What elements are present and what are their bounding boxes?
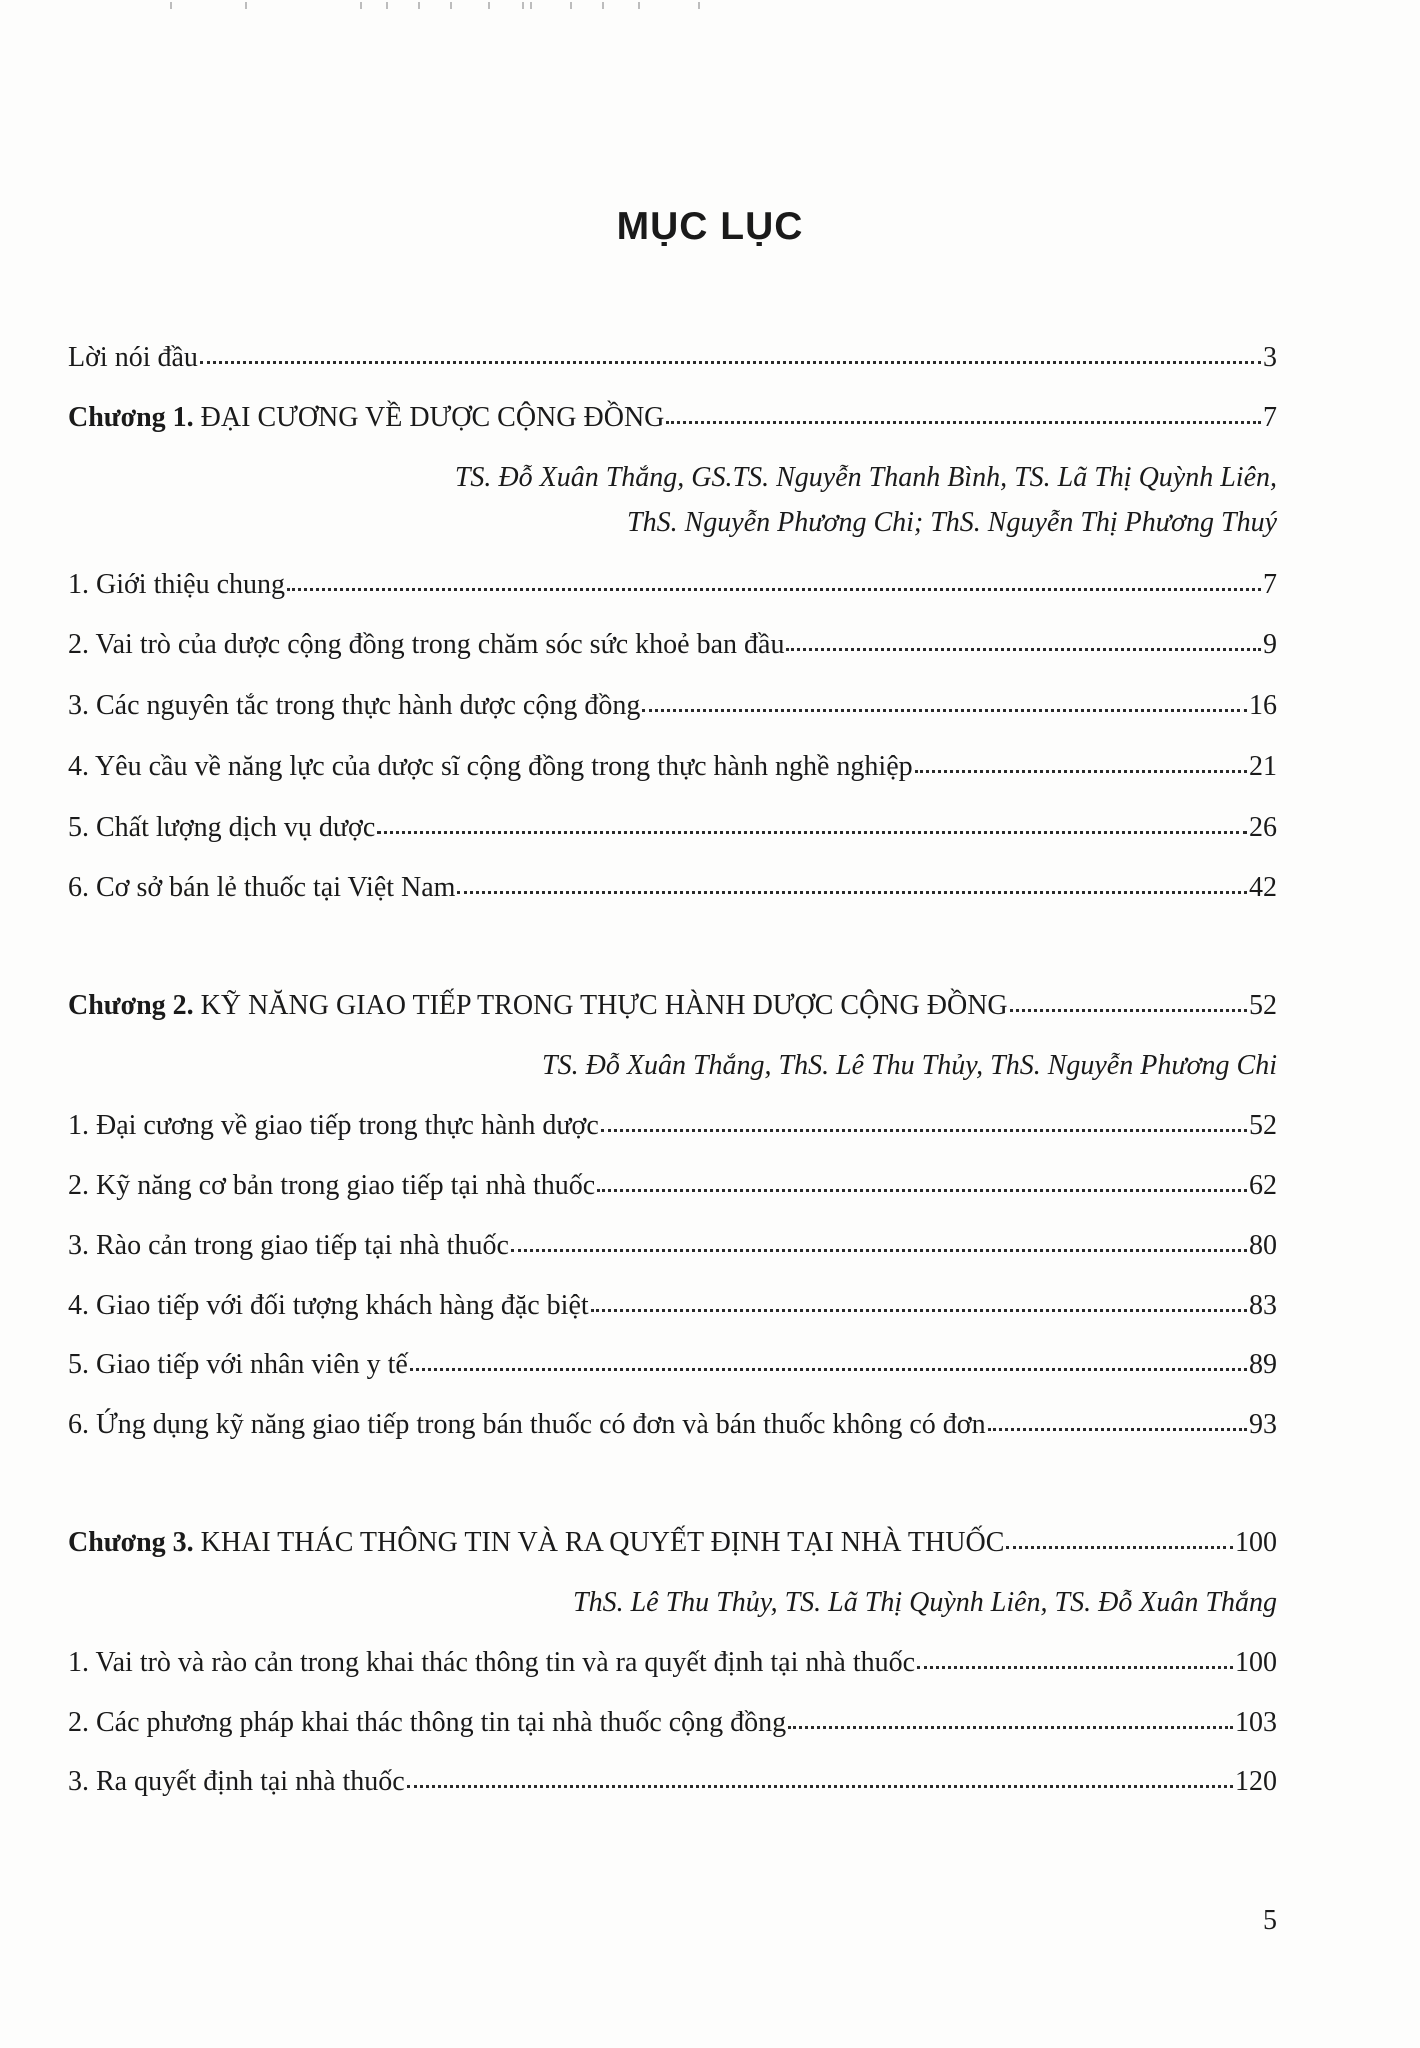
dot-leader bbox=[915, 747, 1247, 775]
chapter-title: KHAI THÁC THÔNG TIN VÀ RA QUYẾT ĐỊNH TẠI NHÀ THUỐC bbox=[200, 1527, 1005, 1558]
toc-section-label: 2. Kỹ năng cơ bản trong giao tiếp tại nhà thuốc bbox=[68, 1170, 596, 1201]
scan-artifact bbox=[150, 0, 710, 10]
dot-leader bbox=[666, 398, 1261, 426]
toc-page-number: 9 bbox=[1263, 629, 1277, 660]
toc-entry-preface[interactable] bbox=[68, 338, 1277, 378]
dot-leader bbox=[786, 625, 1261, 653]
toc-section-label: 4. Giao tiếp với đối tượng khách hàng đặc biệt bbox=[68, 1290, 589, 1321]
dot-leader bbox=[788, 1703, 1233, 1731]
dot-leader bbox=[410, 1345, 1247, 1373]
chapter-authors: ThS. Lê Thu Thủy, TS. Lã Thị Quỳnh Liên, TS. Đỗ Xuân Thắng bbox=[573, 1587, 1277, 1618]
toc-section-label: 2. Vai trò của dược cộng đồng trong chăm sóc sức khoẻ ban đầu bbox=[68, 629, 785, 660]
toc-section[interactable] bbox=[68, 1703, 1277, 1743]
toc-page-number: 83 bbox=[1249, 1290, 1277, 1321]
toc-page-number: 42 bbox=[1249, 872, 1277, 903]
toc-page-number: 7 bbox=[1263, 402, 1277, 433]
toc-page-number: 21 bbox=[1249, 751, 1277, 782]
toc-page-number: 93 bbox=[1249, 1409, 1277, 1440]
dot-leader bbox=[642, 686, 1247, 714]
toc-section[interactable] bbox=[68, 565, 1277, 605]
toc-section-label: 3. Ra quyết định tại nhà thuốc bbox=[68, 1766, 405, 1797]
toc-page-number: 16 bbox=[1249, 690, 1277, 721]
toc-section[interactable] bbox=[68, 1106, 1277, 1146]
page-title: MỤC LỤC bbox=[616, 205, 804, 248]
chapter-authors: ThS. Nguyễn Phương Chi; ThS. Nguyễn Thị Phương Thuý bbox=[627, 507, 1277, 538]
toc-section[interactable] bbox=[68, 1762, 1277, 1802]
dot-leader bbox=[1010, 986, 1247, 1014]
toc-page-number: 120 bbox=[1235, 1766, 1277, 1797]
toc-section[interactable] bbox=[68, 868, 1277, 908]
chapter-heading bbox=[68, 986, 1008, 1026]
toc-section[interactable] bbox=[68, 1226, 1277, 1266]
dot-leader bbox=[1006, 1523, 1233, 1551]
chapter-title: KỸ NĂNG GIAO TIẾP TRONG THỰC HÀNH DƯỢC CỘNG ĐỒNG bbox=[200, 990, 1008, 1021]
toc-page-number: 62 bbox=[1249, 1170, 1277, 1201]
dot-leader bbox=[591, 1286, 1247, 1314]
chapter-prefix: Chương 1. bbox=[68, 402, 194, 433]
dot-leader bbox=[511, 1226, 1247, 1254]
toc-page-number: 80 bbox=[1249, 1230, 1277, 1261]
toc-section-label: 6. Cơ sở bán lẻ thuốc tại Việt Nam bbox=[68, 872, 456, 903]
toc-page-number: 103 bbox=[1235, 1707, 1277, 1738]
toc-page-number: 52 bbox=[1249, 1110, 1277, 1141]
toc-section[interactable] bbox=[68, 1643, 1277, 1683]
toc-section-label: 3. Các nguyên tắc trong thực hành dược cộng đồng bbox=[68, 690, 641, 721]
toc-chapter-2[interactable] bbox=[68, 986, 1277, 1026]
toc-section-label: 6. Ứng dụng kỹ năng giao tiếp trong bán thuốc có đơn và bán thuốc không có đơn bbox=[68, 1409, 986, 1440]
toc-page-number: 7 bbox=[1263, 569, 1277, 600]
chapter-title: ĐẠI CƯƠNG VỀ DƯỢC CỘNG ĐỒNG bbox=[200, 402, 665, 433]
toc-section-label: 5. Chất lượng dịch vụ dược bbox=[68, 812, 376, 843]
toc-page-number: 100 bbox=[1235, 1647, 1277, 1678]
dot-leader bbox=[988, 1405, 1247, 1433]
toc-page-number: 100 bbox=[1235, 1527, 1277, 1558]
toc-section-label: 3. Rào cản trong giao tiếp tại nhà thuốc bbox=[68, 1230, 509, 1261]
toc-section[interactable] bbox=[68, 1345, 1277, 1385]
toc-section[interactable] bbox=[68, 1286, 1277, 1326]
toc-page-number: 89 bbox=[1249, 1349, 1277, 1380]
toc-page-number: 3 bbox=[1263, 342, 1277, 373]
toc-section[interactable] bbox=[68, 625, 1277, 665]
dot-leader bbox=[601, 1106, 1247, 1134]
toc-page-number: 52 bbox=[1249, 990, 1277, 1021]
toc-page-number: 26 bbox=[1249, 812, 1277, 843]
chapter-authors: TS. Đỗ Xuân Thắng, ThS. Lê Thu Thủy, ThS. Nguyễn Phương Chi bbox=[542, 1050, 1277, 1081]
toc-section[interactable] bbox=[68, 747, 1277, 787]
chapter-authors: TS. Đỗ Xuân Thắng, GS.TS. Nguyễn Thanh Bình, TS. Lã Thị Quỳnh Liên, bbox=[454, 462, 1277, 493]
dot-leader bbox=[597, 1166, 1247, 1194]
chapter-prefix: Chương 2. bbox=[68, 990, 194, 1021]
toc-section-label: 1. Giới thiệu chung bbox=[68, 569, 285, 600]
toc-chapter-1[interactable] bbox=[68, 398, 1277, 438]
toc-section[interactable] bbox=[68, 1405, 1277, 1445]
chapter-prefix: Chương 3. bbox=[68, 1527, 194, 1558]
dot-leader bbox=[917, 1643, 1233, 1671]
dot-leader bbox=[377, 808, 1247, 836]
chapter-heading bbox=[68, 398, 664, 438]
toc-entry-label: Lời nói đầu bbox=[68, 342, 198, 373]
toc-section[interactable] bbox=[68, 808, 1277, 848]
toc-section-label: 1. Đại cương về giao tiếp trong thực hành dược bbox=[68, 1110, 599, 1141]
dot-leader bbox=[407, 1762, 1233, 1790]
dot-leader bbox=[457, 868, 1247, 896]
toc-section[interactable] bbox=[68, 1166, 1277, 1206]
toc-section[interactable] bbox=[68, 686, 1277, 726]
toc-section-label: 1. Vai trò và rào cản trong khai thác thông tin và ra quyết định tại nhà thuốc bbox=[68, 1647, 916, 1678]
toc-section-label: 5. Giao tiếp với nhân viên y tế bbox=[68, 1349, 408, 1380]
toc-section-label: 4. Yêu cầu về năng lực của dược sĩ cộng đồng trong thực hành nghề nghiệp bbox=[68, 751, 913, 782]
toc-chapter-3[interactable] bbox=[68, 1523, 1277, 1563]
toc-section-label: 2. Các phương pháp khai thác thông tin tại nhà thuốc cộng đồng bbox=[68, 1707, 787, 1738]
dot-leader bbox=[200, 338, 1261, 366]
dot-leader bbox=[287, 565, 1261, 593]
page-number: 5 bbox=[1263, 1905, 1277, 1936]
chapter-heading bbox=[68, 1523, 1004, 1563]
